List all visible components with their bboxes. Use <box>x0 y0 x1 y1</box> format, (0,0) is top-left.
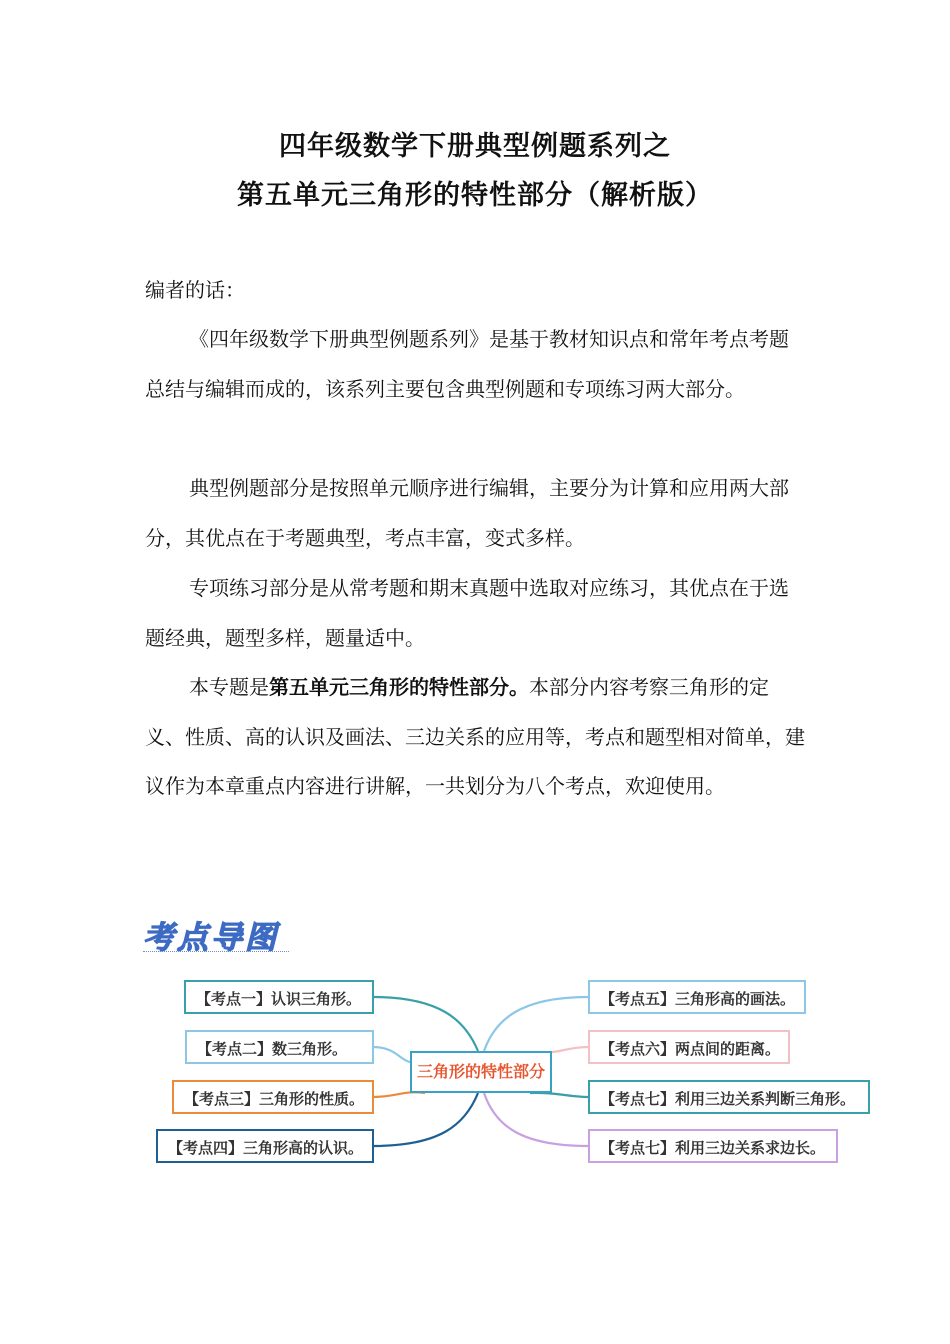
mindmap-node-3: 【考点三】三角形的性质。 <box>172 1080 374 1114</box>
mindmap-node-1: 【考点一】认识三角形。 <box>184 980 374 1014</box>
mindmap-node-6: 【考点六】两点间的距离。 <box>588 1030 790 1064</box>
p4-prefix: 本专题是 <box>189 675 269 699</box>
mindmap-node-4: 【考点四】三角形高的认识。 <box>156 1129 374 1163</box>
mindmap-node-7: 【考点七】利用三边关系判断三角形。 <box>588 1080 870 1114</box>
connector-6 <box>552 1047 588 1052</box>
p4-rest: 本部分内容考察三角形的定义、性质、高的认识及画法、三边关系的应用等，考点和题型相对简单，建议作为本章重点内容进行讲解，一共划分为八个考点，欢迎使用。 <box>145 675 805 799</box>
preface-paragraph-2: 典型例题部分是按照单元顺序进行编辑，主要分为计算和应用两大部分，其优点在于考题典型，考点丰富，变式多样。 <box>145 476 789 550</box>
connector-5 <box>484 997 588 1051</box>
document-title-line1: 四年级数学下册典型例题系列之 <box>279 131 671 162</box>
mindmap-node-8: 【考点七】利用三边关系求边长。 <box>588 1129 838 1163</box>
connector-7 <box>530 1093 588 1097</box>
mindmap-node-5: 【考点五】三角形高的画法。 <box>588 980 806 1014</box>
preface-paragraph-1: 《四年级数学下册典型例题系列》是基于教材知识点和常年考点考题总结与编辑而成的，该系列主要包含典型例题和专项练习两大部分。 <box>145 327 789 401</box>
connector-8 <box>484 1093 588 1146</box>
connector-4 <box>373 1093 478 1146</box>
preface-greeting: 编者的话： <box>145 278 245 302</box>
connector-2 <box>373 1047 410 1062</box>
p4-bold-topic: 第五单元三角形的特性部分。 <box>269 675 529 699</box>
section-heading-mindmap: 考点导图 <box>143 920 279 956</box>
mindmap-center-node: 三角形的特性部分 <box>410 1051 552 1093</box>
connector-1 <box>373 997 478 1051</box>
preface-paragraph-3: 专项练习部分是从常考题和期末真题中选取对应练习，其优点在于选题经典，题型多样，题量适中。 <box>145 576 789 650</box>
document-title-line2: 第五单元三角形的特性部分（解析版） <box>237 180 713 211</box>
mindmap-node-2: 【考点二】数三角形。 <box>185 1030 374 1064</box>
